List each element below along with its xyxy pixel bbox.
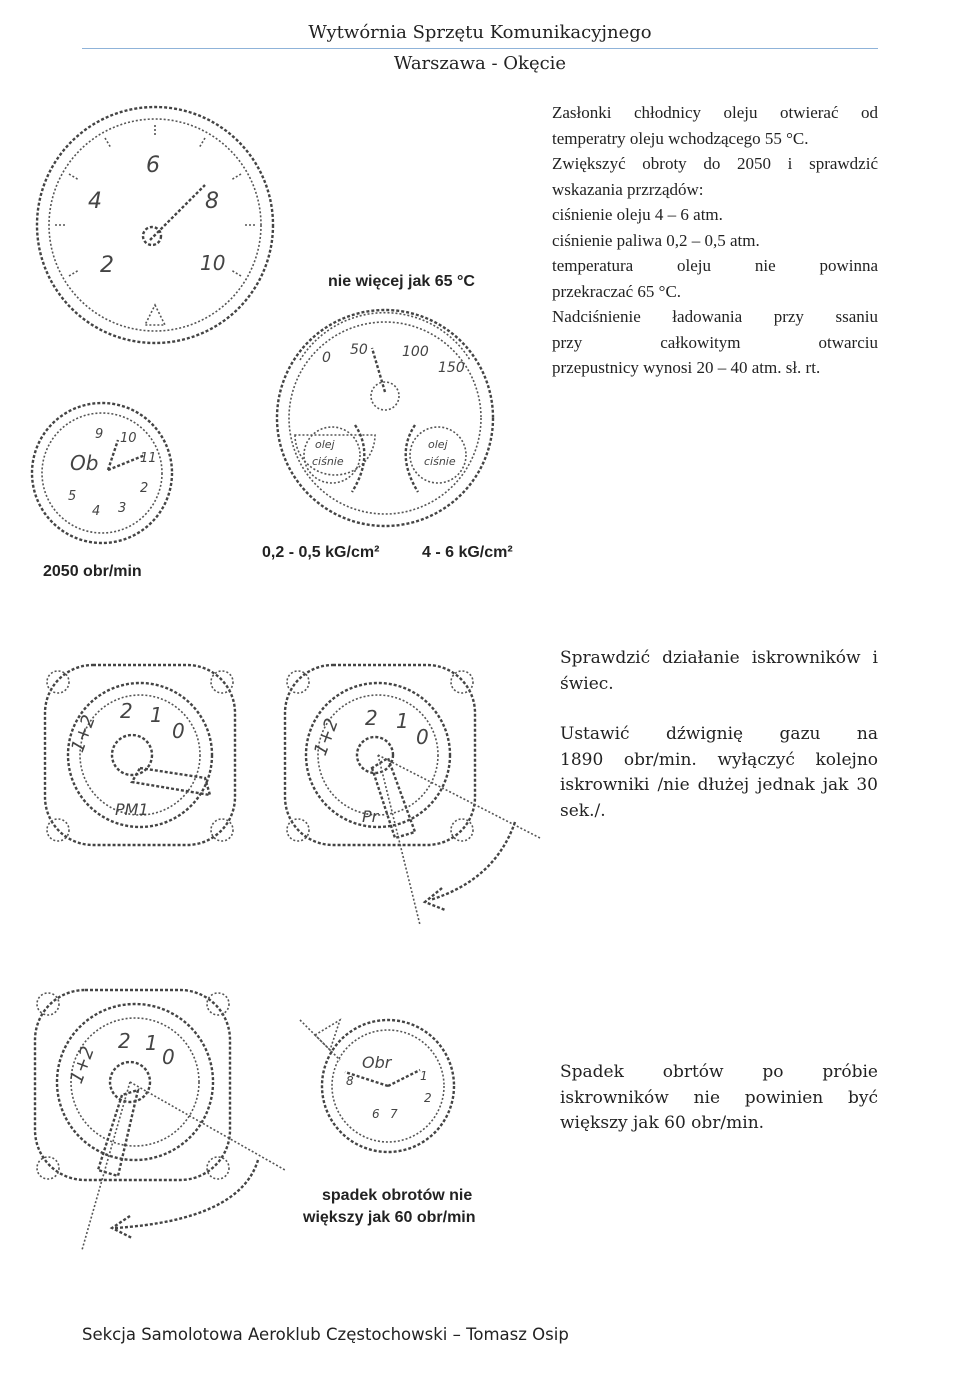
text-line: przekraczać 65 °C. [552, 281, 682, 301]
gauge-number: 6 [146, 153, 160, 178]
switch-position: 1+2 [66, 1043, 99, 1087]
text-line: Spadek obrtów po próbie [560, 1062, 878, 1082]
combined-engine-gauge-illustration [277, 310, 493, 526]
tacho-number: 2 [140, 481, 149, 496]
text-line: ciśnienie oleju 4 – 6 atm. [552, 205, 723, 224]
switch-position: 0 [162, 1045, 175, 1069]
text-line: 1890 obr/min. wyłączyć kolejno [560, 749, 878, 770]
text-line: Zwiększyć obroty do 2050 i sprawdzić [552, 154, 878, 173]
switch-position: 1 [396, 709, 409, 733]
text-line: sek./. [560, 800, 606, 821]
switch-position: 2 [118, 1029, 131, 1053]
text-line: Ustawić dźwignię gazu na [560, 724, 878, 744]
magneto-switch-illustration [45, 665, 235, 845]
instruction-throttle-setting [560, 722, 878, 824]
text-line: przepustnicy wynosi 20 – 40 atm. sł. rt. [552, 358, 821, 377]
tacho-number: 4 [92, 504, 101, 519]
gauge-number: 4 [88, 189, 102, 214]
combined-number: 50 [350, 342, 368, 358]
instruction-oil-cooler-and-gauges [552, 100, 878, 381]
fuel-gauge-label: olej [315, 438, 335, 451]
tacho-number: 2 [424, 1091, 432, 1105]
caption-rpm-drop-2: większy jak 60 obr/min [303, 1209, 476, 1226]
fuel-gauge-label: ciśnie [312, 455, 344, 468]
magneto-switch-illustration [285, 665, 540, 925]
tacho-number: 11 [140, 451, 157, 466]
tacho-label: Ob [70, 451, 99, 475]
combined-number: 150 [438, 360, 465, 376]
combined-number: 0 [322, 350, 331, 366]
switch-label: Pr [362, 807, 379, 826]
switch-position: 1 [145, 1031, 158, 1055]
caption-rpm-drop-1: spadek obrotów nie [322, 1187, 473, 1204]
text-line: Sprawdzić działanie iskrowników i [560, 648, 878, 668]
text-line: temperatura oleju nie powinna [552, 256, 878, 275]
switch-label: PM1 [115, 800, 149, 819]
tacho-number: 1 [420, 1069, 428, 1083]
oil-gauge-label: olej [428, 438, 448, 451]
caption-rpm: 2050 obr/min [43, 563, 142, 580]
oil-gauge-label: ciśnie [424, 455, 456, 468]
tacho-number: 9 [95, 427, 104, 442]
caption-oil-temp: nie więcej jak 65 °C [328, 273, 475, 290]
tacho-number: 6 [372, 1107, 380, 1121]
pressure-gauge-illustration [37, 107, 273, 343]
instruction-check-magnetos [560, 646, 878, 697]
text-line: większy jak 60 obr/min. [560, 1113, 765, 1133]
combined-number: 100 [402, 344, 429, 360]
gauge-number: 8 [205, 189, 219, 214]
caption-fuel-pressure: 0,2 - 0,5 kG/cm² [262, 544, 380, 561]
header-company-name: Wytwórnia Sprzętu Komunikacyjnego [308, 22, 652, 43]
gauge-number: 10 [200, 251, 226, 275]
text-line: przy całkowitym otwarciu [552, 332, 878, 352]
gauge-number: 2 [100, 253, 114, 278]
magneto-switch-illustration [35, 990, 285, 1250]
switch-position: 2 [365, 706, 378, 730]
tacho-number: 5 [68, 489, 77, 504]
header-location: Warszawa - Okęcie [393, 53, 567, 74]
text-line: iskrowników nie powinien być [560, 1087, 878, 1108]
switch-position: 1 [150, 703, 163, 727]
text-line: ciśnienie paliwa 0,2 – 0,5 atm. [552, 230, 760, 250]
text-line: Nadciśnienie ładowania przy ssaniu [552, 307, 878, 326]
tacho-label: Obr [362, 1053, 392, 1072]
tachometer-illustration [300, 1020, 454, 1152]
tacho-number: 8 [346, 1074, 354, 1088]
tacho-number: 10 [120, 431, 137, 446]
text-line: iskrowniki /nie dłużej jednak jak 30 [560, 775, 878, 795]
caption-oil-pressure: 4 - 6 kG/cm² [422, 544, 513, 561]
text-line: świec. [560, 673, 614, 694]
page-footer: Sekcja Samolotowa Aeroklub Częstochowski – Tomasz Osip [82, 1325, 569, 1344]
tacho-number: 7 [390, 1107, 398, 1121]
text-line: temperatry oleju wchodzącego 55 °C. [552, 128, 809, 148]
switch-position: 1+2 [310, 715, 343, 759]
switch-position: 0 [416, 725, 429, 749]
switch-position: 2 [120, 699, 133, 723]
switch-position: 1+2 [67, 712, 100, 756]
tachometer-illustration [32, 403, 172, 543]
tacho-number: 3 [118, 501, 127, 516]
text-line: wskazania przrządów: [552, 179, 704, 199]
text-line: Zasłonki chłodnicy oleju otwierać od [552, 103, 878, 122]
instruction-rpm-drop [560, 1060, 878, 1137]
switch-position: 0 [172, 719, 185, 743]
